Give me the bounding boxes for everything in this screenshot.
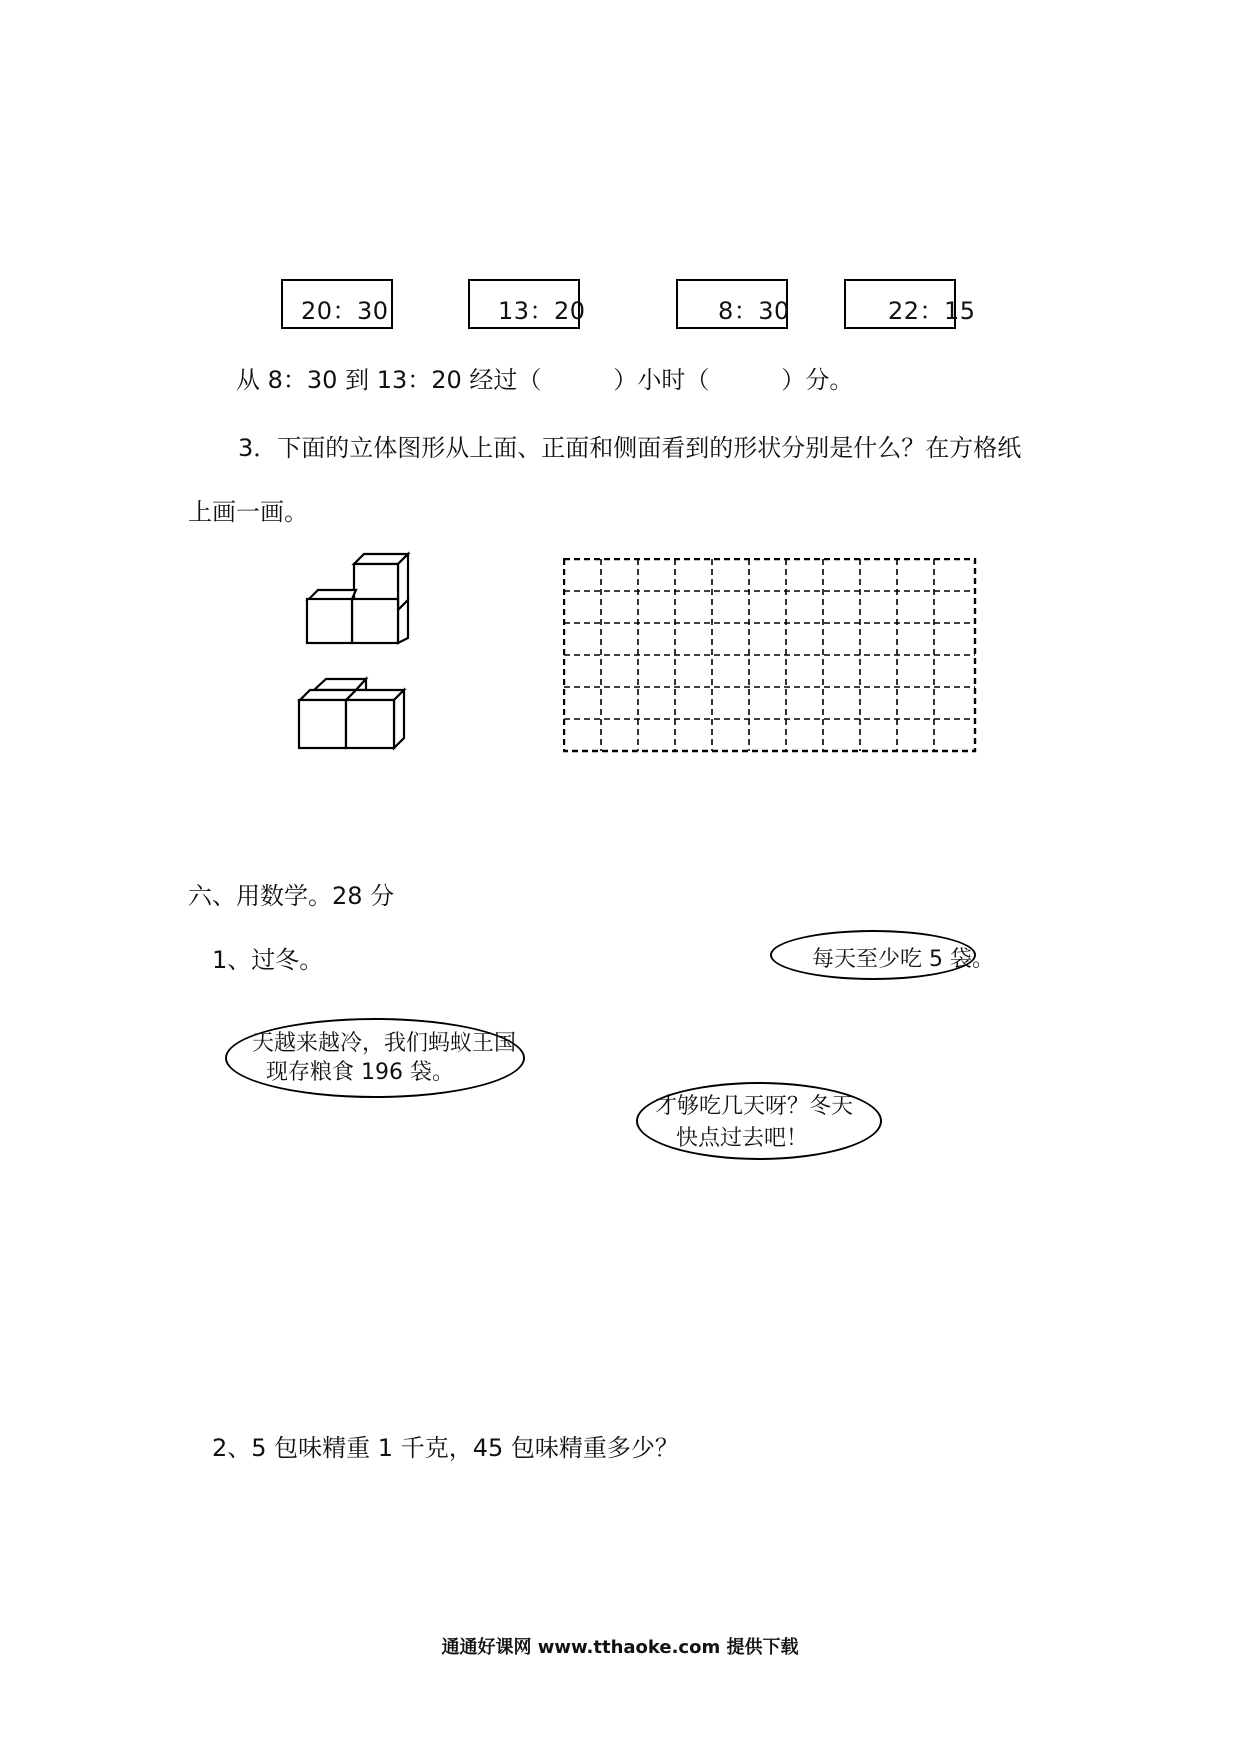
dashed-grid-paper <box>563 558 977 753</box>
footer-credit: 通通好课网 www.tthaoke.com 提供下载 <box>441 1637 799 1658</box>
time-box-text: 13：20 <box>498 297 586 325</box>
time-box-2 <box>468 279 586 329</box>
cube-figure-1 <box>300 550 420 649</box>
speech-bubble-right-line-1: 才够吃几天呀？冬天 <box>655 1094 854 1119</box>
question-1-title: 1、过冬。 <box>212 946 324 974</box>
time-box-3 <box>676 279 788 329</box>
time-box-1 <box>281 279 393 329</box>
section-6-heading: 六、用数学。28 分 <box>188 882 395 910</box>
speech-bubble-left-line-2: 现存粮食 196 袋。 <box>266 1060 454 1085</box>
speech-bubble-right-line-2: 快点过去吧！ <box>676 1126 809 1151</box>
question-2: 2、5 包味精重 1 千克，45 包味精重多少？ <box>212 1434 679 1462</box>
question-3-line-2: 上画一画。 <box>188 498 308 526</box>
time-box-4 <box>844 279 976 329</box>
time-box-text: 20：30 <box>301 297 389 325</box>
speech-bubble-left-line-1: 天越来越冷，我们蚂蚁王国 <box>252 1031 517 1056</box>
time-box-text: 22：15 <box>888 297 976 325</box>
time-question-sentence: 从 8：30 到 13：20 经过（ ）小时（ ）分。 <box>236 366 854 394</box>
speech-bubble-left <box>225 1018 525 1098</box>
question-3-line-1: 3．下面的立体图形从上面、正面和侧面看到的形状分别是什么？在方格纸 <box>238 434 1022 462</box>
cube-figure-2 <box>294 676 414 755</box>
speech-bubble-top-right-text: 每天至少吃 5 袋。 <box>812 947 994 972</box>
time-box-text: 8：30 <box>718 297 790 325</box>
